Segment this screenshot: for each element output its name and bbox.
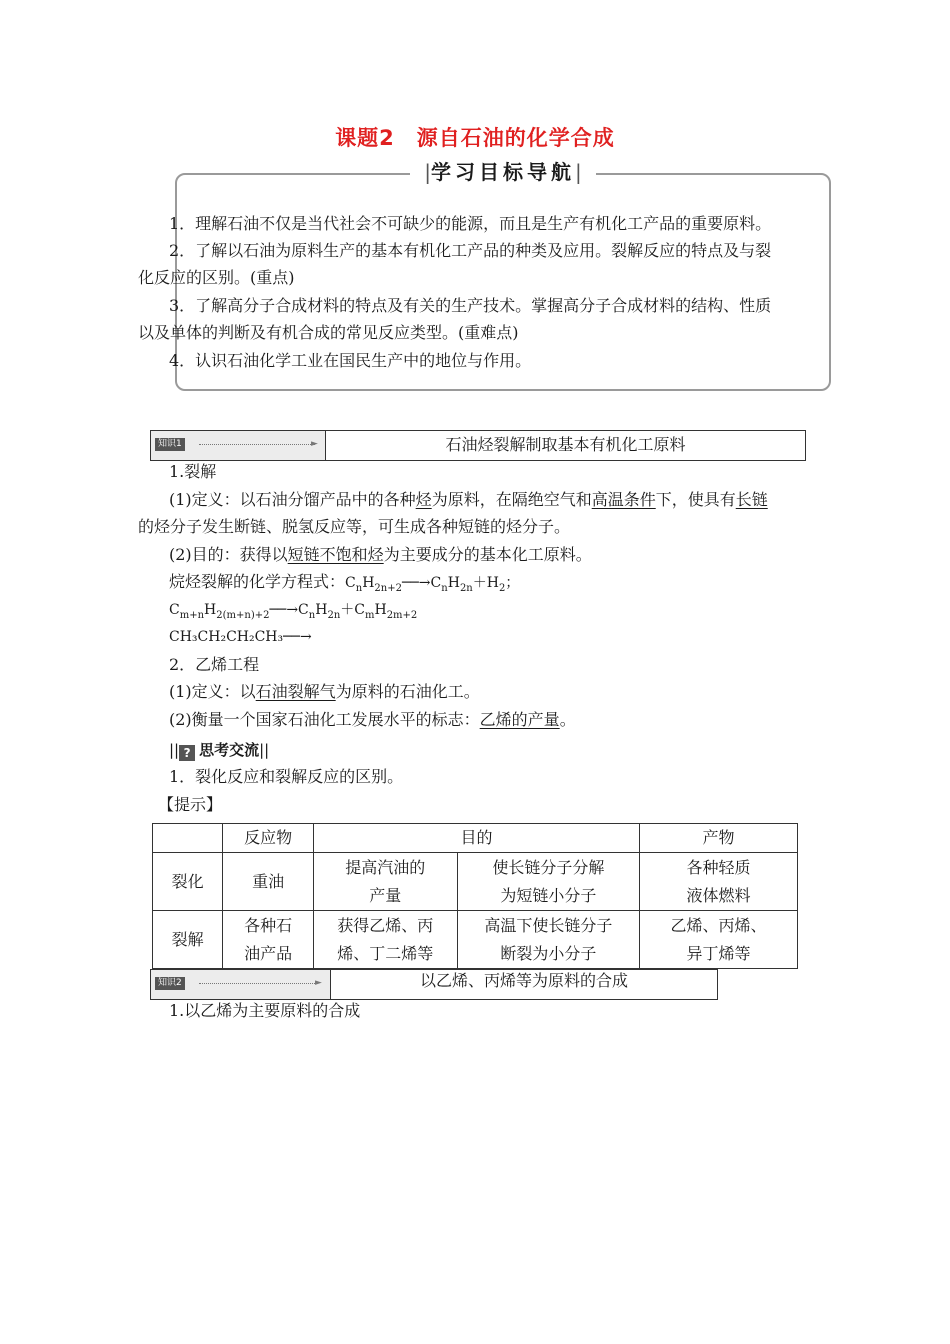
table-header-cell bbox=[153, 824, 223, 853]
ethylene-definition: (1)定义：以石油裂解气为原料的石油化工。 bbox=[169, 682, 480, 701]
arrow-head-icon: ► bbox=[315, 978, 322, 988]
hint-label: 【提示】 bbox=[158, 795, 223, 814]
comparison-table bbox=[152, 823, 798, 969]
table-cell: 裂化 bbox=[153, 853, 223, 911]
table-header-cell: 反应物 bbox=[223, 824, 314, 853]
table-cell: 乙烯、丙烯、 异丁烯等 bbox=[640, 911, 798, 969]
knowledge-badge bbox=[151, 431, 326, 460]
ethylene-measure: (2)衡量一个国家石油化工发展水平的标志：乙烯的产量。 bbox=[169, 710, 576, 729]
cracking-definition: (1)定义：以石油分馏产品中的各种烃为原料，在隔绝空气和高温条件下，使具有长链 bbox=[169, 490, 768, 509]
table-cell: 重油 bbox=[223, 853, 314, 911]
table-cell: 提高汽油的 产量 bbox=[313, 853, 457, 911]
equation-3: CH₃CH₂CH₂CH₃──→ bbox=[169, 629, 312, 645]
table-row bbox=[153, 853, 798, 911]
goal-item: 1．理解石油不仅是当代社会不可缺少的能源，而且是生产有机化工产品的重要原料。 bbox=[169, 214, 772, 233]
table-cell: 各种轻质 液体燃料 bbox=[640, 853, 798, 911]
table-cell: 使长链分子分解 为短链小分子 bbox=[457, 853, 639, 911]
think-discuss-heading: || ? 思考交流|| bbox=[169, 741, 270, 760]
arrow-icon bbox=[199, 444, 315, 445]
goal-item: 化反应的区别。(重点) bbox=[138, 268, 295, 287]
knowledge-tag: 知识1 bbox=[155, 438, 185, 451]
equation-2: $C_{m+n}H_{2(m+n)+2}──\to C_nH_{2n}+C_mH_{2m+2}$ bbox=[169, 602, 418, 621]
think-question: 1．裂化反应和裂解反应的区别。 bbox=[169, 767, 404, 786]
arrow-icon bbox=[199, 983, 317, 984]
goal-item: 2．了解以石油为原料生产的基本有机化工产品的种类及应用。裂解反应的特点及与裂 bbox=[169, 241, 772, 260]
cracking-purpose: (2)目的：获得以短链不饱和烃为主要成分的基本化工原料。 bbox=[169, 545, 592, 564]
cracking-definition-cont: 的烃分子发生断链、脱氢反应等，可生成各种短链的烃分子。 bbox=[138, 517, 571, 536]
knowledge-point-2-header bbox=[150, 969, 718, 1000]
knowledge-badge bbox=[151, 970, 331, 999]
section-heading: 1.裂解 bbox=[169, 462, 217, 481]
table-header-row bbox=[153, 824, 798, 853]
knowledge-point-title: 以乙烯、丙烯等为原料的合成 bbox=[419, 971, 628, 990]
goal-item: 3．了解高分子合成材料的特点及有关的生产技术。掌握高分子合成材料的结构、性质 bbox=[169, 296, 772, 315]
section-heading: 1.以乙烯为主要原料的合成 bbox=[169, 1001, 361, 1020]
table-cell: 裂解 bbox=[153, 911, 223, 969]
table-row bbox=[153, 911, 798, 969]
equation-intro: 烷烃裂解的化学方程式：$C_nH_{2n+2}──\to C_nH_{2n}+H_2$； bbox=[169, 572, 520, 594]
goals-label: |学习目标导航| bbox=[410, 158, 596, 186]
table-cell: 获得乙烯、丙 烯、丁二烯等 bbox=[313, 911, 457, 969]
knowledge-tag: 知识2 bbox=[155, 977, 185, 990]
goal-item: 4．认识石油化学工业在国民生产中的地位与作用。 bbox=[169, 351, 532, 370]
question-icon: ? bbox=[179, 745, 195, 761]
table-header-cell: 产物 bbox=[640, 824, 798, 853]
table-cell: 各种石 油产品 bbox=[223, 911, 314, 969]
page-title: 课题2 源自石油的化学合成 bbox=[335, 126, 615, 150]
table-cell: 高温下使长链分子 断裂为小分子 bbox=[457, 911, 639, 969]
knowledge-point-1-header bbox=[150, 430, 806, 461]
section-heading: 2．乙烯工程 bbox=[169, 655, 260, 674]
goal-item: 以及单体的判断及有机合成的常见反应类型。(重难点) bbox=[138, 323, 519, 342]
knowledge-point-title: 石油烃裂解制取基本有机化工原料 bbox=[445, 435, 686, 454]
arrow-head-icon: ► bbox=[311, 439, 318, 449]
table-header-cell: 目的 bbox=[313, 824, 639, 853]
